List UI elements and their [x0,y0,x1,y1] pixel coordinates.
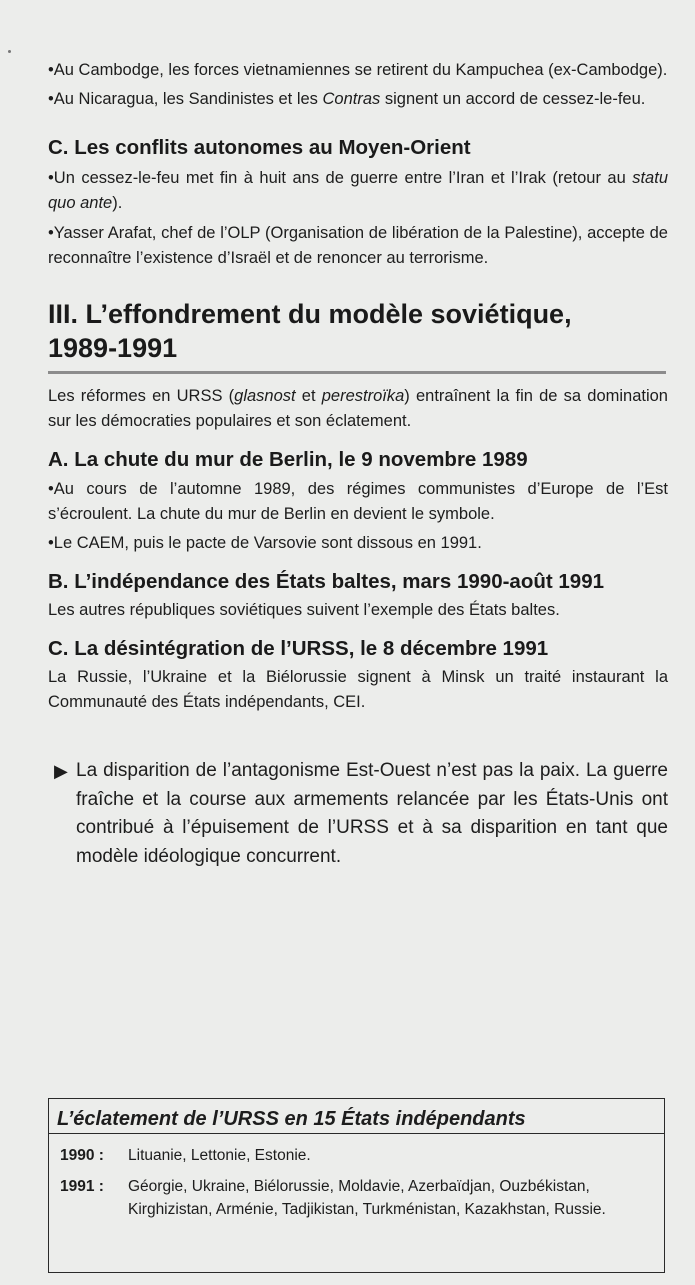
box-row-1991 [49,1175,664,1221]
section-c-title: C. Les conflits autonomes au Moyen-Orient [48,136,471,159]
part3-intro: Les réformes en URSS (glasnost et perestroïka) entraînent la fin de sa domination sur les démocraties populaires et son éclatement. [48,387,668,430]
scan-speck [8,50,11,53]
urss-states-box [48,1098,665,1273]
box-year: 1990 : [60,1147,104,1164]
box-title: L’éclatement de l’URSS en 15 États indépendants [49,1099,664,1134]
part3-c-text: La Russie, l’Ukraine et la Biélorussie signent à Minsk un traité instaurant la Communauté des États indépendants, CEI. [48,668,668,711]
box-row-1990 [49,1144,664,1167]
part3-c-title: C. La désintégration de l’URSS, le 8 décembre 1991 [48,637,549,660]
nicaragua-bullet: • Au Nicaragua, les Sandinistes et les Contras signent un accord de cessez-le-feu. [48,87,668,112]
box-states: Géorgie, Ukraine, Biélorussie, Moldavie, Azerbaïdjan, Ouzbékistan, Kirghizistan, Arménie, Tadjikistan, Turkménistan, Kazakhstan, Russie. [128,1178,606,1218]
berlin-bullet: • Au cours de l’automne 1989, des régimes communistes d’Europe de l’Est s’écroulent. La chute du mur de Berlin en devient le symbole. [48,477,668,527]
part3-title-line1: III. L’effondrement du modèle soviétique, [48,299,572,329]
part3-b-text: Les autres républiques soviétiques suivent l’exemple des États baltes. [48,601,560,619]
part3-b-title: B. L’indépendance des États baltes, mars 1990-août 1991 [48,570,605,593]
document-page [48,0,668,871]
caem-bullet: • Le CAEM, puis le pacte de Varsovie sont dissous en 1991. [48,531,668,556]
part3-a-title: A. La chute du mur de Berlin, le 9 novembre 1989 [48,448,528,471]
conclusion-paragraph: ▶ La disparition de l’antagonisme Est-Ouest n’est pas la paix. La guerre fraîche et la course aux armements relancée par les États-Unis ont contribué à l’épuisement de l’URSS et à sa disparition en tant que modèle idéologique concurrent. [48,757,668,871]
cambodia-bullet: • Au Cambodge, les forces vietnamiennes se retirent du Kampuchea (ex-Cambodge). [48,58,668,83]
box-states: Lituanie, Lettonie, Estonie. [128,1147,311,1164]
part3-title-line2: 1989-1991 [48,333,178,363]
iran-irak-bullet: • Un cessez-le-feu met fin à huit ans de guerre entre l’Iran et l’Irak (retour au statu quo ante). [48,166,668,216]
triangle-right-icon: ▶ [54,761,68,781]
arafat-bullet: • Yasser Arafat, chef de l’OLP (Organisation de libération de la Palestine), accepte de reconnaître l’existence d’Israël et de renoncer au terrorisme. [48,221,668,271]
box-year: 1991 : [60,1178,104,1195]
part3-rule [48,371,666,374]
